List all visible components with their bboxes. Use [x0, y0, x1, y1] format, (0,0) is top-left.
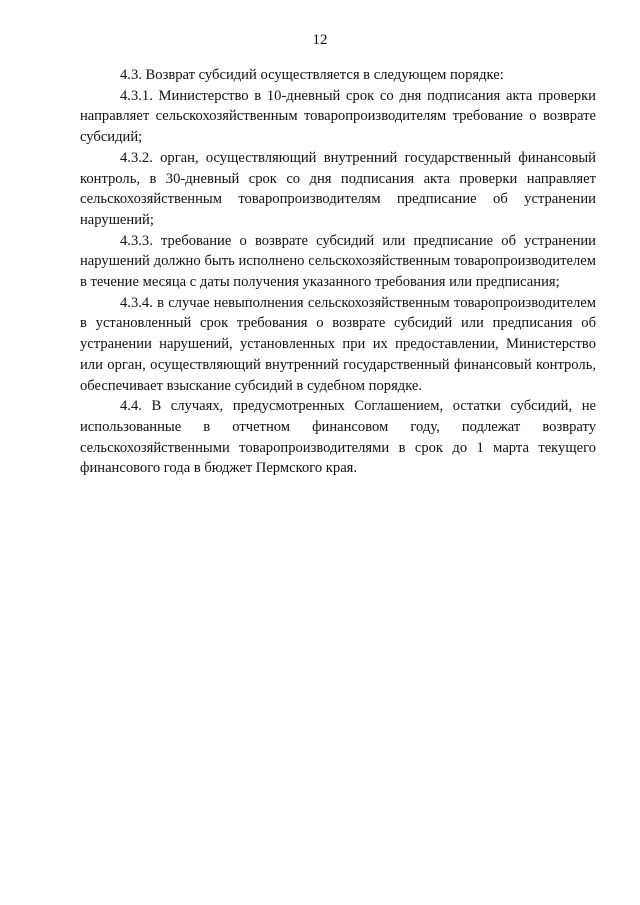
paragraph-4-3-3: 4.3.3. требование о возврате субсидий или предписание об устранении нарушений должно быть исполнено сельскохозяйственным товаропроизводителем в течение месяца с даты получения указанного требования или предписания;: [80, 232, 596, 291]
paragraph-4-3-1: 4.3.1. Министерство в 10-дневный срок со дня подписания акта проверки направляет сельскохозяйственным товаропроизводителям требование о возврате субсидий;: [80, 87, 596, 146]
page-number: 12: [312, 32, 328, 48]
paragraph-4-3: 4.3. Возврат субсидий осуществляется в следующем порядке:: [120, 67, 504, 83]
paragraph-4-4: 4.4. В случаях, предусмотренных Соглашением, остатки субсидий, не использованные в отчетном финансовом году, подлежат возврату сельскохозяйственными товаропроизводителями в срок до 1 марта текущего финансового года в бюджет Пермского края.: [80, 398, 596, 477]
paragraph-4-3-4: 4.3.4. в случае невыполнения сельскохозяйственным товаропроизводителем в установленный срок требования о возврате субсидий или предписания об устранении нарушений, установленных при их предоставлении, Министерство или орган, осуществляющий внутренний государственный финансовый контроль, обеспечивает взыскание субсидий в судебном порядке.: [80, 294, 596, 394]
paragraph-4-3-2: 4.3.2. орган, осуществляющий внутренний государственный финансовый контроль, в 30-дневный срок со дня подписания акта проверки направляет сельскохозяйственным товаропроизводителям предписание об устранении нарушений;: [80, 149, 596, 228]
document-body: [80, 65, 596, 479]
